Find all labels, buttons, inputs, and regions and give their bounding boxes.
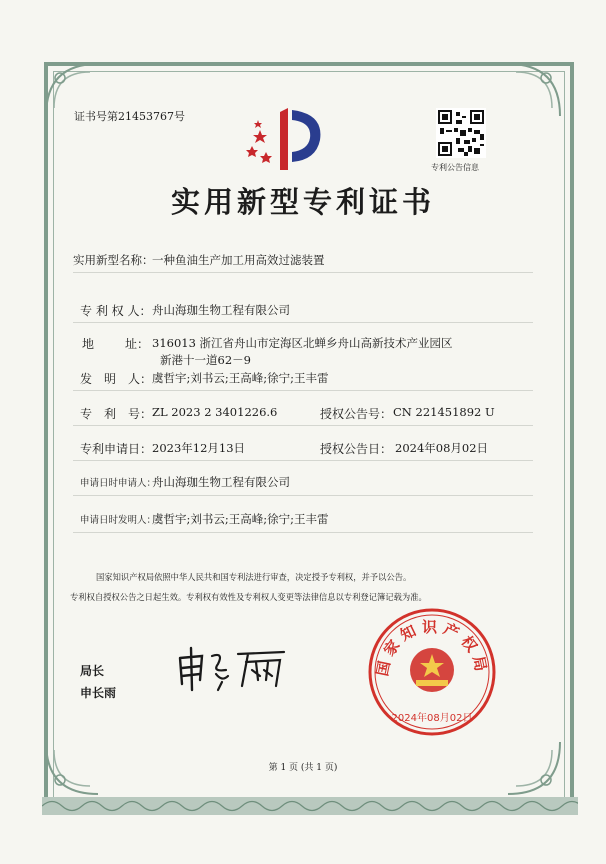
divider <box>73 532 533 533</box>
seal-date: 2024年08月02日 <box>391 713 473 724</box>
qr-code-icon <box>436 108 486 158</box>
patent-number-label: 专 利 号： <box>80 407 153 421</box>
corner-ornament-top-right <box>502 58 566 122</box>
qr-code-label: 专利公告信息 <box>431 163 479 172</box>
inventor-label: 发 明 人： <box>80 372 153 386</box>
inventor-value: 虞哲宇;刘书云;王高峰;徐宁;王丰雷 <box>152 371 329 385</box>
official-seal-icon <box>366 606 498 738</box>
signatory-name: 申长雨 <box>80 686 117 700</box>
patent-number-value: ZL 2023 2 3401226.6 <box>152 405 278 419</box>
utility-model-name-label: 实用新型名称： <box>73 253 154 267</box>
divider <box>73 460 533 461</box>
applicant-at-filing-value: 舟山海珈生物工程有限公司 <box>152 475 290 489</box>
grant-publication-number-label: 授权公告号： <box>320 407 393 421</box>
certificate-number: 证书号第21453767号 <box>74 110 185 123</box>
grant-date-value: 2024年08月02日 <box>395 441 489 455</box>
divider <box>73 322 533 323</box>
seal-text: 国家知识产权局 <box>373 618 491 678</box>
address-label-char: 地 <box>82 337 95 351</box>
page-number: 第 1 页 (共 1 页) <box>268 763 338 773</box>
inventor-at-filing-label: 申请日时发明人： <box>80 515 157 526</box>
security-pattern-bar <box>42 797 578 815</box>
signatory-title: 局长 <box>80 664 105 678</box>
filing-date-value: 2023年12月13日 <box>152 441 246 455</box>
patentee-label: 专 利 权 人： <box>80 304 152 318</box>
divider <box>73 390 533 391</box>
divider <box>73 495 533 496</box>
filing-date-label: 专利申请日： <box>80 442 153 456</box>
certificate-title: 实用新型专利证书 <box>170 185 435 219</box>
notice-line-1: 国家知识产权局依照中华人民共和国专利法进行审查，决定授予专利权，并予以公告。 <box>96 572 412 582</box>
grant-publication-number-value: CN 221451892 U <box>393 405 495 419</box>
utility-model-name-value: 一种鱼油生产加工用高效过滤装置 <box>152 253 325 267</box>
applicant-at-filing-label: 申请日时申请人： <box>80 478 157 489</box>
handwritten-signature <box>172 646 292 692</box>
patentee-value: 舟山海珈生物工程有限公司 <box>152 303 290 317</box>
grant-date-label: 授权公告日： <box>320 442 393 456</box>
notice-line-2: 专利权自授权公告之日起生效。专利权有效性及专利权人变更等法律信息以专利登记簿记载为准。 <box>70 592 427 602</box>
address-value-line-1: 316013 浙江省舟山市定海区北蝉乡舟山高新技术产业园区 <box>152 336 453 350</box>
address-value-line-2: 新港十一道62－9 <box>160 353 251 367</box>
address-label-suffix: 址： <box>125 337 150 351</box>
divider <box>73 425 533 426</box>
patent-office-logo-icon <box>240 100 330 178</box>
divider <box>73 272 533 273</box>
inventor-at-filing-value: 虞哲宇;刘书云;王高峰;徐宁;王丰雷 <box>152 512 329 526</box>
